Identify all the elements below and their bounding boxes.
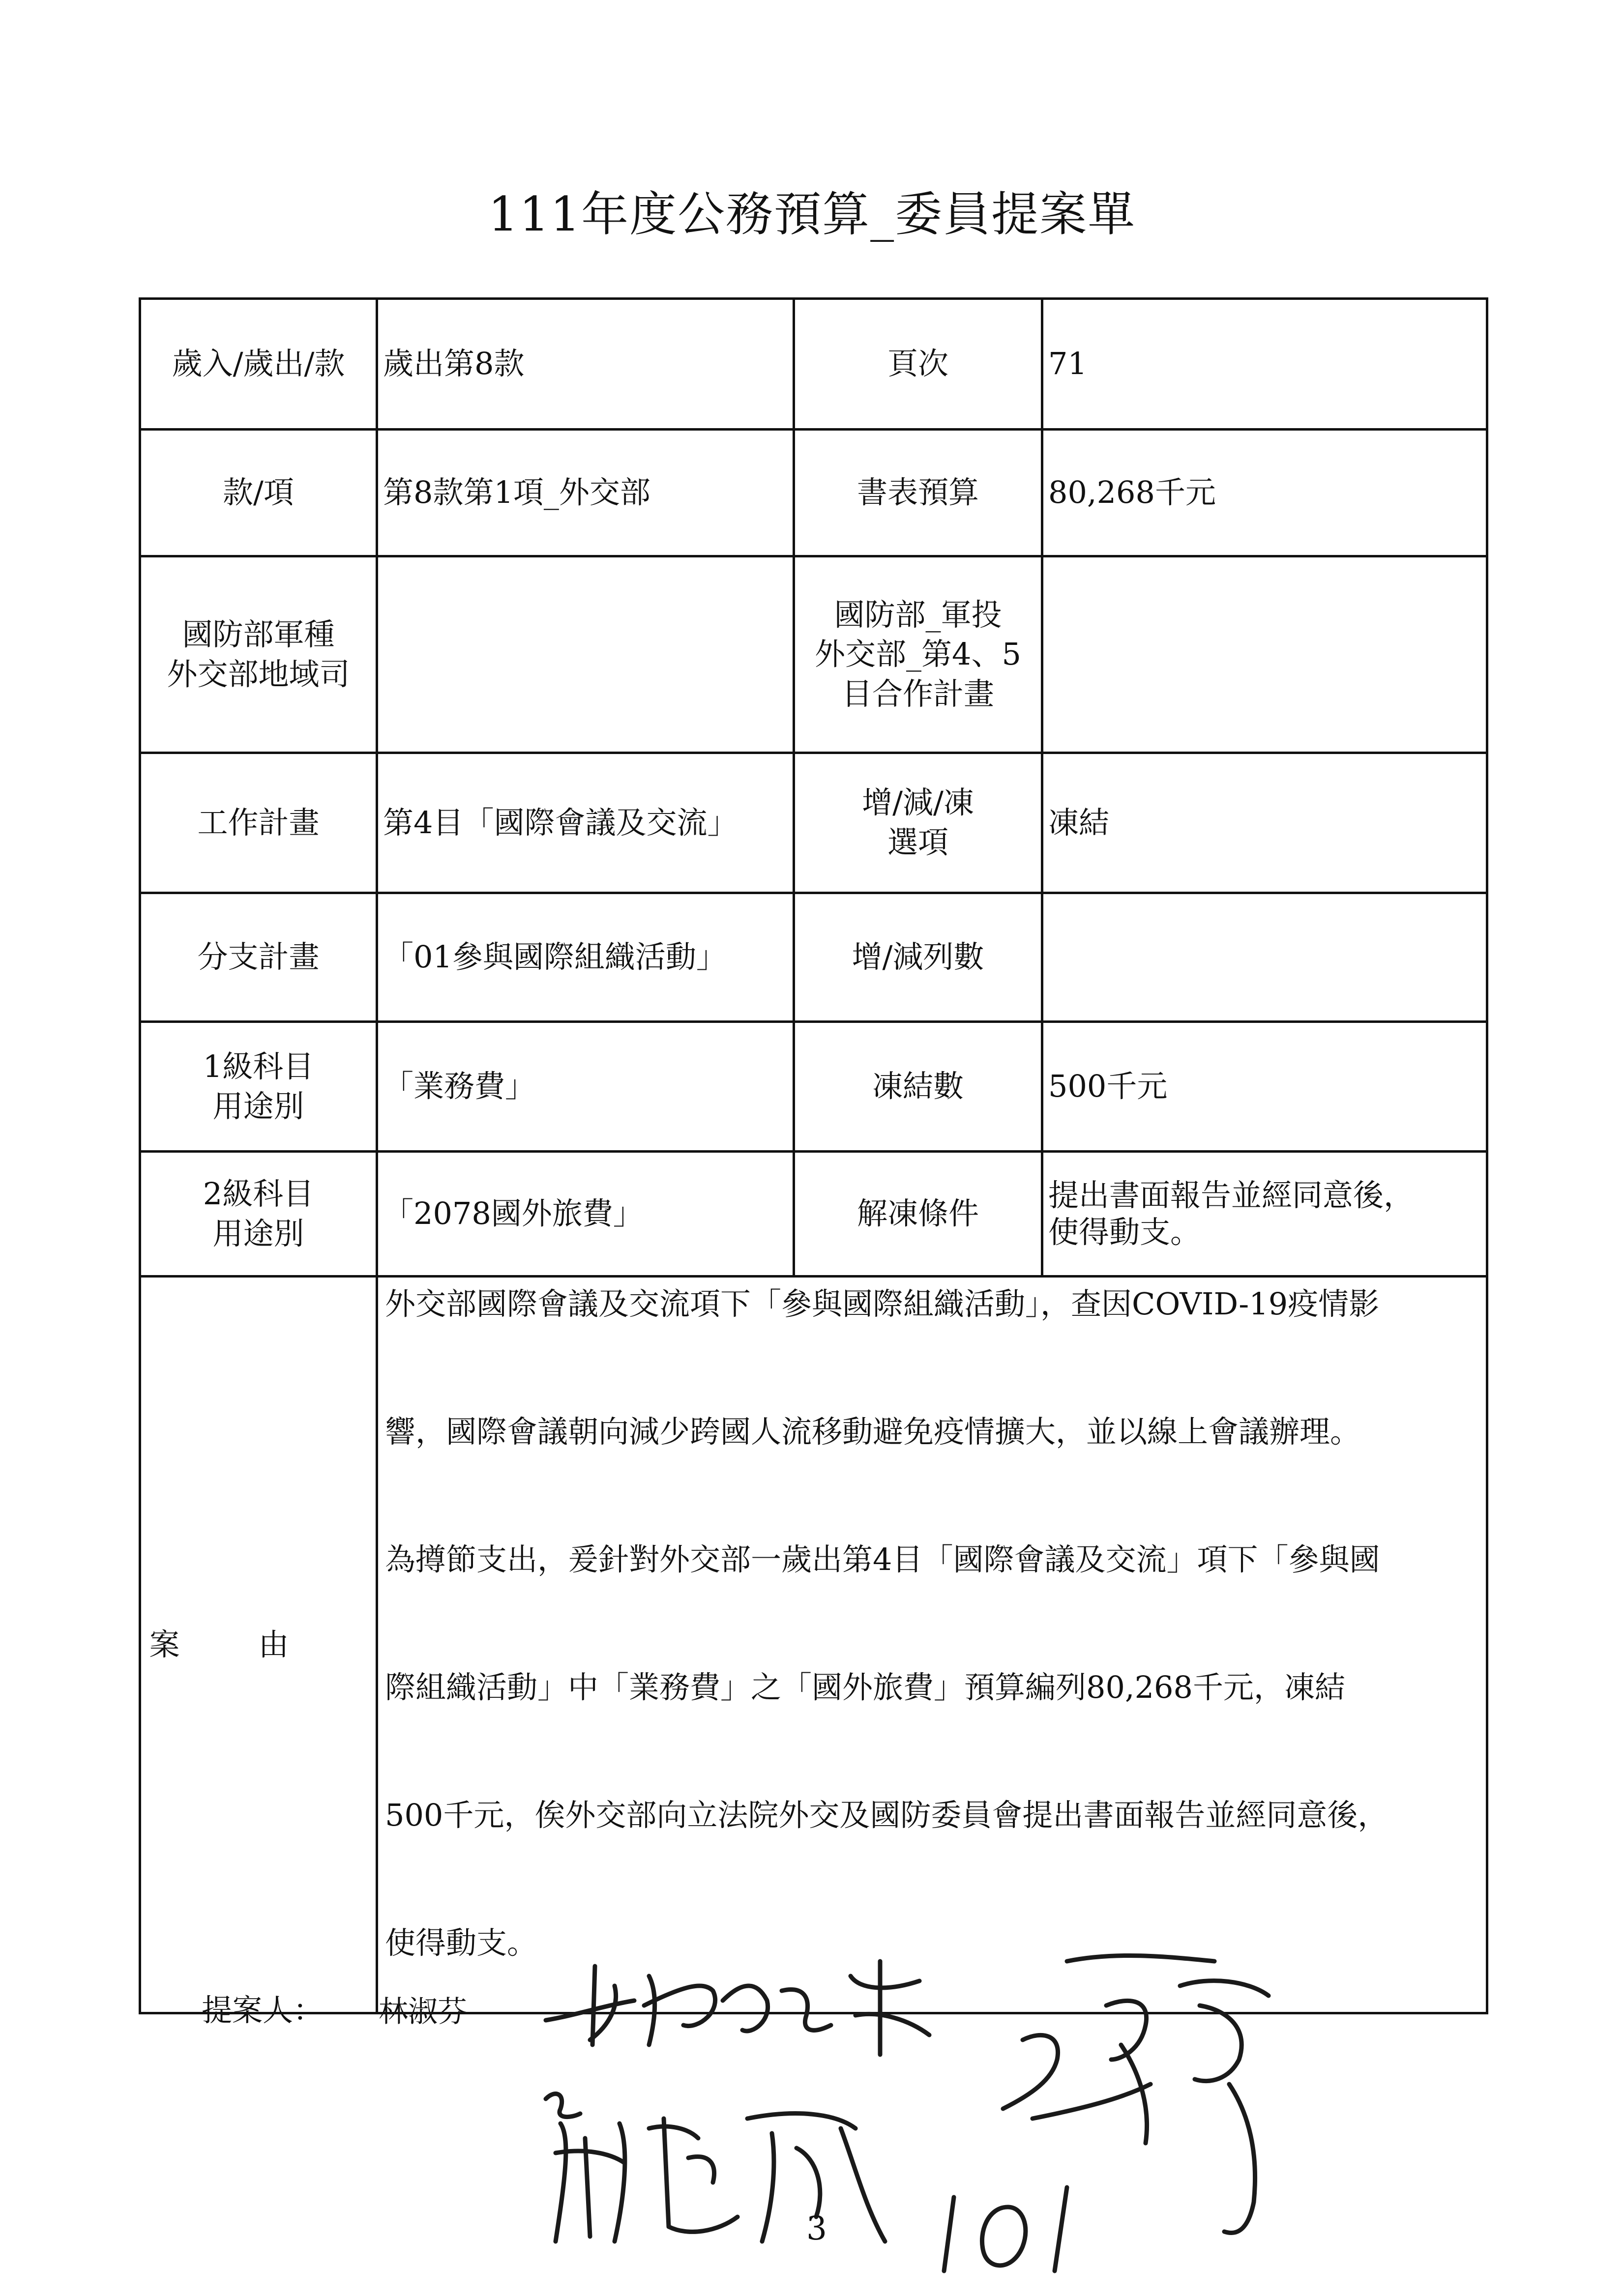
form-row [140, 299, 1487, 430]
row-label: 分支計畫 [140, 893, 377, 1022]
row-value-secondary [1042, 556, 1487, 753]
row-label-secondary: 解凍條件 [794, 1152, 1042, 1277]
row-label-secondary: 國防部_軍投 外交部_第4、5 目合作計畫 [794, 556, 1042, 753]
row-value: 第8款第1項_外交部 [377, 430, 794, 556]
reason-line: 響，國際會議朝向減少跨國人流移動避免疫情擴大，並以線上會議辦理。 [385, 1414, 1361, 1450]
page-number: 3 [806, 2209, 827, 2247]
row-label: 2級科目 用途別 [140, 1152, 377, 1277]
form-row [140, 556, 1487, 753]
row-value-secondary: 提出書面報告並經同意後， 使得動支。 [1042, 1152, 1487, 1277]
page-title: 111年度公務預算_委員提案單 [488, 187, 1136, 242]
row-value-secondary [1042, 893, 1487, 1022]
reason-line: 外交部國際會議及交流項下「參與國際組織活動」，查因COVID-19疫情影 [385, 1286, 1380, 1322]
proposer-label: 提案人： [202, 1992, 324, 2028]
row-label: 工作計畫 [140, 753, 377, 893]
reason-line: 使得動支。 [385, 1925, 538, 1961]
row-value: 「業務費」 [377, 1022, 794, 1152]
form-row [140, 893, 1487, 1022]
row-label: 歲入/歲出/款 [140, 299, 377, 430]
row-label: 國防部軍種 外交部地域司 [140, 556, 377, 753]
row-value [377, 556, 794, 753]
reason-line: 500千元，俟外交部向立法院外交及國防委員會提出書面報告並經同意後， [385, 1797, 1388, 1833]
proposal-form-table [139, 297, 1488, 2014]
row-value: 歲出第8款 [377, 299, 794, 430]
proposer-name: 林淑芬 [379, 1995, 467, 2029]
form-row [140, 753, 1487, 893]
row-label-secondary: 頁次 [794, 299, 1042, 430]
reason-label: 案由 [140, 1277, 377, 2013]
row-label-secondary: 書表預算 [794, 430, 1042, 556]
reason-text [385, 1240, 1477, 2007]
row-label-secondary: 凍結數 [794, 1022, 1042, 1152]
handwritten-signature-1 [536, 1947, 978, 2064]
row-value-secondary: 500千元 [1042, 1022, 1487, 1152]
row-label: 款/項 [140, 430, 377, 556]
row-value-secondary: 71 [1042, 299, 1487, 430]
reason-row [140, 1277, 1487, 2013]
handwritten-number-mark [934, 2178, 1111, 2276]
row-label-secondary: 增/減列數 [794, 893, 1042, 1022]
handwritten-signature-2 [541, 2079, 944, 2256]
row-label: 1級科目 用途別 [140, 1022, 377, 1152]
row-value-secondary: 凍結 [1042, 753, 1487, 893]
row-label-secondary: 增/減/凍 選項 [794, 753, 1042, 893]
row-value: 第4目「國際會議及交流」 [377, 753, 794, 893]
row-value: 「01參與國際組織活動」 [377, 893, 794, 1022]
reason-line: 為撙節支出，爰針對外交部一歲出第4目「國際會議及交流」項下「參與國 [385, 1541, 1380, 1577]
reason-line: 際組織活動」中「業務費」之「國外旅費」預算編列80,268千元，凍結 [385, 1669, 1345, 1705]
form-row [140, 430, 1487, 556]
row-value-secondary: 80,268千元 [1042, 430, 1487, 556]
reason-body [377, 1277, 1487, 2013]
form-row [140, 1022, 1487, 1152]
row-value: 「2078國外旅費」 [377, 1152, 794, 1277]
